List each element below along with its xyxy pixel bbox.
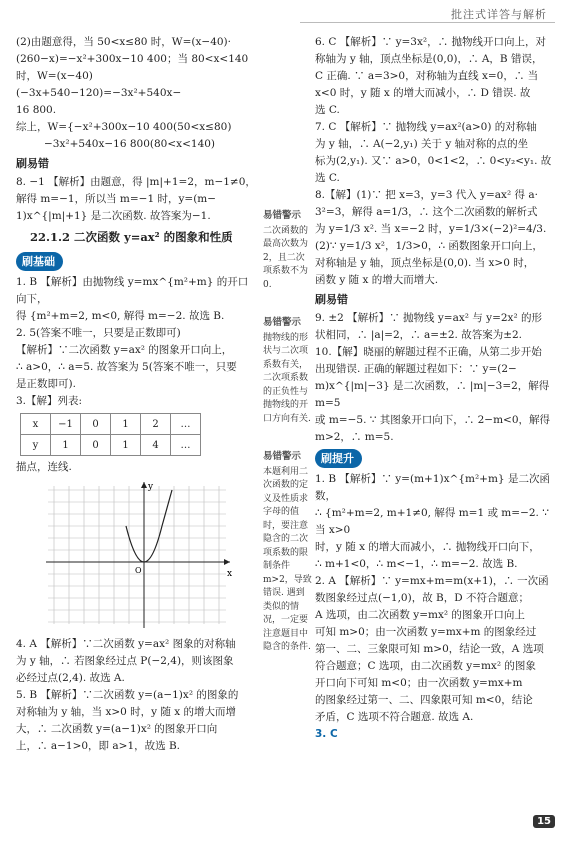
text-line: 为 y=1/3 x². 当 x=−2 时，y=1/3×(−2)²=4/3.: [315, 223, 547, 235]
text-line: 时，W=(x−40)(−3x+540−120)=−3x²+540x−: [16, 70, 182, 99]
note-2: [263, 316, 313, 426]
text-line: 符合题意；C 选项，由二次函数 y=mx² 的图象: [315, 660, 536, 672]
note-text: 本题利用二次函数的定义及性质求字母的值时，要注意隐含的二次项系数的限制条件 m>2，导致错误. 遇到类似的情况，一定要注意题目中隐含的条件.: [263, 466, 312, 652]
text-line: 称轴为 y 轴，顶点坐标是(0,0)，∴ A，B 错误，: [315, 53, 543, 65]
question-8-right: [315, 187, 553, 289]
text-line: 开口向下可知 m<0；由一次函数 y=mx+m: [315, 677, 523, 689]
text-line: 对称轴是 y 轴，顶点坐标是(0,0). 当 x>0 时，: [315, 257, 535, 269]
note-text: 抛物线的形状与二次项系数有关，二次项系数的正负性与抛物线的开口方向有关.: [263, 332, 311, 424]
text-line: (2)由题意得，当 50<x≤80 时，W=(x−40)·: [16, 36, 231, 48]
table-cell: x: [21, 414, 51, 435]
mistake-heading: 刷易错: [16, 157, 49, 170]
note-heading: 易错警示: [263, 451, 302, 462]
text-line: 【解析】∵二次函数 y=ax² 的图象开口向上，: [16, 344, 233, 356]
table-cell: …: [171, 414, 201, 435]
page-header: 批注式详答与解析: [451, 8, 547, 21]
text-line: 大，∴ 二次函数 y=(a−1)x² 的图象开口向: [16, 723, 218, 735]
table-cell: y: [21, 435, 51, 456]
page-number: 15: [533, 815, 555, 828]
table-cell: 0: [81, 414, 111, 435]
text-line: 2. A 【解析】∵ y=mx+m=m(x+1)，∴ 一次函: [315, 575, 549, 587]
text-line: 可知 m>0；由一次函数 y=mx+m 的图象经过: [315, 626, 537, 638]
text-line: 4. A 【解析】∵二次函数 y=ax² 图象的对称轴: [16, 638, 236, 650]
left-column: [16, 34, 256, 755]
advanced-question-1: [315, 471, 553, 573]
text-line: 为 y 轴，∴ 若图象经过点 P(−2,4)，则该图象: [16, 655, 234, 667]
value-table: [20, 413, 201, 456]
note-heading: 易错警示: [263, 317, 302, 328]
question-3-title: 3.【解】列表:: [16, 395, 83, 407]
text-line: 或 m=−5. ∵ 其图象开口向下，∴ 2−m<0，解得: [315, 414, 551, 426]
text-line: 上，∴ a−1>0，即 a>1，故选 B.: [16, 740, 181, 752]
question-8: [16, 174, 256, 225]
question-10: [315, 344, 553, 446]
basic-badge: 刷基础: [16, 252, 63, 271]
text-line: 1. B 【解析】由抛物线 y=mx^{m²+m} 的开口向下，: [16, 276, 249, 305]
table-cell: 0: [81, 435, 111, 456]
text-line: ∴ a>0，∴ a=5. 故答案为 5(答案不唯一，只要: [16, 361, 237, 373]
text-line: 6. C 【解析】∵ y=3x²，∴ 抛物线开口向上，对: [315, 36, 546, 48]
text-line: 得 {m²+m=2, m<0, 解得 m=−2. 故选 B.: [16, 310, 225, 322]
text-line: m)x^{|m|−3} 是二次函数，∴ |m|−3=2，解得 m=5: [315, 380, 550, 409]
text-line: ∴ m+1<0，∴ m<−1，∴ m=−2. 故选 B.: [315, 558, 518, 570]
question-6: [315, 34, 553, 119]
text-line: m>2，∴ m=5.: [315, 431, 394, 443]
mistake-heading: 刷易错: [315, 293, 348, 306]
text-line: 9. ±2 【解析】∵ 抛物线 y=ax² 与 y=2x² 的形: [315, 312, 543, 324]
text-line: 选 C.: [315, 172, 340, 184]
text-line: 是正数即可).: [16, 378, 76, 390]
table-cell: 1: [111, 435, 141, 456]
question-7: [315, 119, 553, 187]
text-line: x<0 时，y 随 x 的增大而减小，∴ D 错误. 故: [315, 87, 531, 99]
text-line: 2. 5(答案不唯一，只要是正数即可): [16, 327, 181, 339]
text-line: A 选项，由二次函数 y=mx² 的图象开口向上: [315, 609, 525, 621]
text-line: 3²=3，解得 a=1/3，∴ 这个二次函数的解析式: [315, 206, 538, 218]
question-9: [315, 310, 553, 344]
text-line: (260−x)=−x²+300x−10 400；当 80<x<140: [16, 53, 249, 65]
y-axis-label: y: [148, 482, 154, 492]
text-line: 综上，W={−x²+300x−10 400(50<x≤80): [16, 121, 232, 133]
text-line: C 正确. ∵ a=3>0，对称轴为直线 x=0，∴ 当: [315, 70, 539, 82]
text-line: 1)x^{|m|+1} 是二次函数. 故答案为−1.: [16, 210, 211, 222]
table-cell: 4: [141, 435, 171, 456]
text-line: 10.【解】晓丽的解题过程不正确，从第二步开始: [315, 346, 542, 358]
text-line: 解得 m=−1，所以当 m=−1 时，y=(m−: [16, 193, 217, 205]
question-5: [16, 687, 256, 755]
text-line: 8. −1 【解析】由题意，得 |m|+1=2，m−1≠0，: [16, 176, 256, 188]
text-line: 第一、二、三象限可知 m>0，结论一致，A 选项: [315, 643, 544, 655]
text-line: −3x²+540x−16 800(80<x<140): [44, 138, 216, 150]
x-axis-label: x: [227, 569, 233, 579]
question-1: [16, 274, 256, 325]
note-3: [263, 450, 313, 655]
text-line: 8.【解】(1)∵ 把 x=3，y=3 代入 y=ax² 得 a·: [315, 189, 538, 201]
text-line: 5. B 【解析】∵二次函数 y=(a−1)x² 的图象的: [16, 689, 239, 701]
text-line: 对称轴为 y 轴，当 x>0 时，y 随 x 的增大而增: [16, 706, 237, 718]
table-row: [21, 414, 201, 435]
question-2: [16, 325, 256, 393]
advanced-badge: 刷提升: [315, 449, 362, 468]
table-row: [21, 435, 201, 456]
text-line: 为 y 轴，∴ A(−2,y₁) 关于 y 轴对称的点的坐: [315, 138, 529, 150]
text-line: 1. B 【解析】∵ y=(m+1)x^{m²+m} 是二次函数，: [315, 473, 550, 502]
table-cell: −1: [51, 414, 81, 435]
table-cell: 1: [111, 414, 141, 435]
text-line: 出现错误. 正确的解题过程如下：∵ y=(2−: [315, 363, 517, 375]
advanced-question-2: [315, 573, 553, 726]
text-line: 选 C.: [315, 104, 340, 116]
note-heading: 易错警示: [263, 210, 302, 221]
text-line: 7. C 【解析】∵ 抛物线 y=ax²(a>0) 的对称轴: [315, 121, 537, 133]
text-line: 的图象经过第一、二、四象限可知 m<0，结论: [315, 694, 533, 706]
note-1: [263, 209, 313, 292]
advanced-question-3: 3. C: [315, 728, 338, 740]
text-line: 16 800.: [16, 104, 57, 116]
question-3-after: 描点，连线.: [16, 461, 72, 473]
text-line: 矛盾，C 选项不符合题意. 故选 A.: [315, 711, 474, 723]
text-line: ∴ {m²+m=2, m+1≠0, 解得 m=1 或 m=−2. ∵ 当 x>0: [315, 507, 549, 536]
text-line: 函数 y 随 x 的增大而增大.: [315, 274, 439, 286]
section-title: 22.1.2 二次函数 y=ax² 的图象和性质: [30, 230, 233, 244]
text-line: 时，y 随 x 的增大而减小，∴ 抛物线开口向下，: [315, 541, 540, 553]
question-4: [16, 636, 256, 687]
origin-label: O: [135, 566, 142, 575]
text-line: 必经过点(2,4). 故选 A.: [16, 672, 125, 684]
note-text: 二次函数的最高次数为2，且二次项系数不为0.: [263, 225, 309, 290]
right-column: [315, 34, 553, 743]
side-notes: [263, 205, 313, 655]
table-cell: 2: [141, 414, 171, 435]
table-cell: 1: [51, 435, 81, 456]
text-line: 状相同，∴ |a|=2，∴ a=±2. 故答案为±2.: [315, 329, 523, 341]
text-line: 数图象经过点(−1,0)，故 B，D 不符合题意；: [315, 592, 529, 604]
parabola-graph: [44, 480, 234, 630]
table-cell: …: [171, 435, 201, 456]
text-line: (2)∵ y=1/3 x²，1/3>0，∴ 函数图象开口向上，: [315, 240, 543, 252]
header-rule: [300, 22, 555, 23]
text-line: 标为(2,y₁). 又∵ a>0，0<1<2，∴ 0<y₂<y₁. 故: [315, 155, 552, 167]
previous-answer-part2: [16, 34, 256, 153]
